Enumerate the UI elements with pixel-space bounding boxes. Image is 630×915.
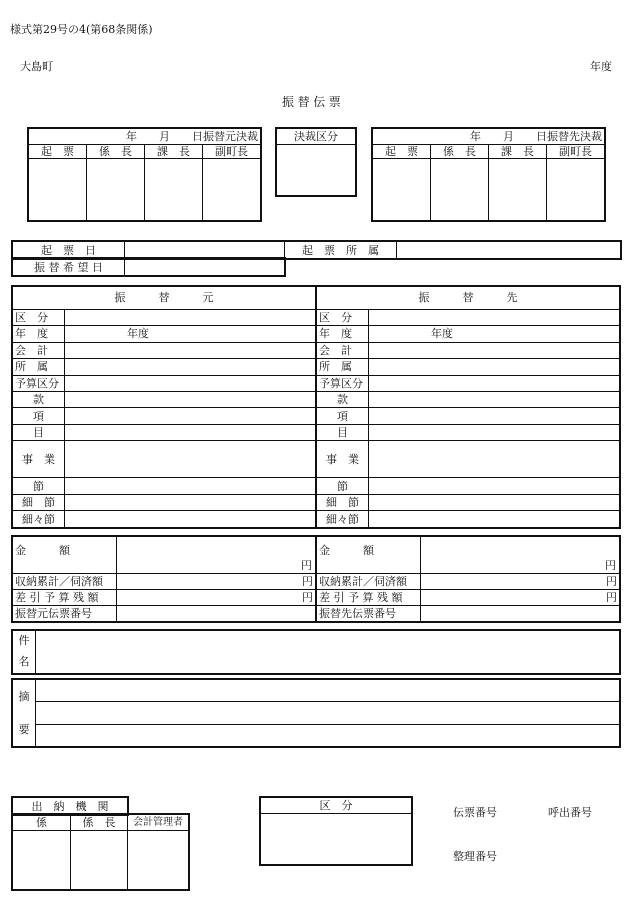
form-title: 様式第29号の4(第68条関係): [10, 23, 153, 36]
row-label: 節: [13, 478, 65, 494]
dest-field[interactable]: [369, 511, 620, 528]
ref-no-label: 整理番号: [453, 850, 497, 863]
call-no-label: 呼出番号: [548, 806, 592, 819]
row-label: 目: [13, 424, 65, 440]
source-col-chief: 係 長: [87, 145, 145, 159]
row-label: 予算区分: [13, 375, 65, 391]
issue-row-2: [12, 258, 285, 276]
source-field[interactable]: [65, 342, 316, 358]
cumulative-label: 収納累計／伺済額: [13, 574, 117, 590]
issue-row-1: [12, 241, 621, 259]
cumulative-label: 収納累計／伺済額: [317, 574, 421, 590]
dest-col-chief: 係 長: [431, 145, 489, 159]
town-name: 大島町: [20, 60, 53, 73]
dest-title: 振 替 先: [317, 287, 620, 310]
row-label: 区 分: [13, 309, 65, 325]
dest-approval-date: 年 月 日振替先決裁: [373, 129, 605, 145]
dest-field[interactable]: [369, 309, 620, 325]
dest-col-deputy-mayor: 副町長: [547, 145, 605, 159]
row-label: 年 度: [317, 326, 369, 342]
treasury-box: [12, 814, 189, 890]
voucher-title: 振替伝票: [282, 95, 345, 109]
source-field[interactable]: [65, 478, 316, 494]
dest-field[interactable]: [369, 424, 620, 440]
treasury-col-accountant: 会計管理者: [128, 815, 189, 831]
dest-year-value[interactable]: 年度: [369, 326, 620, 342]
row-label: 所 属: [317, 359, 369, 375]
stamp-cell[interactable]: [547, 159, 605, 221]
row-label: 事 業: [13, 441, 65, 478]
dest-amount-field[interactable]: [421, 537, 620, 574]
decision-box: [276, 128, 356, 196]
dest-field[interactable]: [369, 408, 620, 424]
dest-field[interactable]: [369, 392, 620, 408]
row-label: 事 業: [317, 441, 369, 478]
treasury-col-staff: 係: [13, 815, 71, 831]
stamp-cell[interactable]: [87, 159, 145, 221]
source-amounts: [12, 536, 316, 622]
desired-date-label: 振 替 希 望 日: [13, 259, 125, 276]
treasury-col-chief: 係 長: [71, 815, 128, 831]
source-year-value[interactable]: 年度: [65, 326, 316, 342]
source-no-label: 振替元伝票番号: [13, 606, 117, 622]
row-label: 款: [317, 392, 369, 408]
dest-field[interactable]: [369, 342, 620, 358]
dest-balance-field[interactable]: 円: [421, 590, 620, 606]
stamp-cell[interactable]: [128, 831, 189, 890]
summary-line[interactable]: [36, 724, 620, 746]
source-cumulative-field[interactable]: 円: [117, 574, 316, 590]
row-label: 会 計: [13, 342, 65, 358]
dest-field[interactable]: [369, 478, 620, 494]
stamp-cell[interactable]: [71, 831, 128, 890]
row-label: 細々節: [317, 511, 369, 528]
dest-no-field[interactable]: [421, 606, 620, 622]
source-balance-field[interactable]: 円: [117, 590, 316, 606]
row-label: 会 計: [317, 342, 369, 358]
source-field[interactable]: [65, 408, 316, 424]
fiscal-year-label: 年度: [590, 60, 612, 73]
subject-box: [12, 630, 620, 674]
source-field[interactable]: [65, 359, 316, 375]
summary-box: [12, 679, 620, 747]
row-label: 項: [317, 408, 369, 424]
source-amount-field[interactable]: [117, 537, 316, 574]
source-title: 振 替 元: [13, 287, 316, 310]
amount-label: 金 額: [317, 537, 421, 574]
row-label: 款: [13, 392, 65, 408]
draft-dept-label: 起 票 所 属: [285, 242, 397, 259]
decision-title: 決裁区分: [277, 129, 356, 145]
balance-label: 差 引 予 算 残 額: [13, 590, 117, 606]
treasury-title-box: [12, 797, 128, 815]
subject-label: 件 名: [13, 631, 36, 674]
row-label: 所 属: [13, 359, 65, 375]
source-no-field[interactable]: [117, 606, 316, 622]
amount-label: 金 額: [13, 537, 117, 574]
balance-label: 差 引 予 算 残 額: [317, 590, 421, 606]
dest-col-section-head: 課 長: [489, 145, 547, 159]
source-col-drafter: 起 票: [29, 145, 87, 159]
source-field[interactable]: [65, 494, 316, 510]
row-label: 予算区分: [317, 375, 369, 391]
row-label: 項: [13, 408, 65, 424]
voucher-no-label: 伝票番号: [453, 806, 497, 819]
row-label: 節: [317, 478, 369, 494]
source-approval-date: 年 月 日振替元決裁: [29, 129, 261, 145]
row-label: 目: [317, 424, 369, 440]
source-field[interactable]: [65, 441, 316, 478]
dest-amounts: [316, 536, 620, 622]
stamp-cell[interactable]: [29, 159, 87, 221]
dest-no-label: 振替先伝票番号: [317, 606, 421, 622]
source-field[interactable]: [65, 424, 316, 440]
category-field[interactable]: [261, 814, 412, 865]
source-field[interactable]: [65, 375, 316, 391]
source-col-deputy-mayor: 副町長: [203, 145, 261, 159]
summary-label: 摘 要: [13, 680, 36, 747]
dest-table: [316, 286, 620, 528]
dest-approval-box: [372, 128, 605, 221]
dest-cumulative-field[interactable]: 円: [421, 574, 620, 590]
stamp-cell[interactable]: [431, 159, 489, 221]
row-label: 区 分: [317, 309, 369, 325]
stamp-cell[interactable]: [13, 831, 71, 890]
stamp-cell[interactable]: [373, 159, 431, 221]
decision-cell[interactable]: [277, 145, 356, 196]
dest-field[interactable]: [369, 494, 620, 510]
row-label: 細 節: [13, 494, 65, 510]
stamp-cell[interactable]: [145, 159, 203, 221]
desired-date-field[interactable]: [125, 259, 285, 276]
dest-field[interactable]: [369, 441, 620, 478]
stamp-cell[interactable]: [489, 159, 547, 221]
source-field[interactable]: [65, 511, 316, 528]
draft-dept-field[interactable]: [397, 242, 621, 259]
yen-unit: 円: [301, 559, 312, 572]
dest-field[interactable]: [369, 359, 620, 375]
summary-line[interactable]: [36, 680, 620, 702]
draft-date-field[interactable]: [125, 242, 285, 259]
draft-date-label: 起 票 日: [13, 242, 125, 259]
source-approval-box: [28, 128, 261, 221]
row-label: 細々節: [13, 511, 65, 528]
yen-unit: 円: [605, 559, 616, 572]
category-box: [260, 797, 412, 865]
subject-field[interactable]: [36, 631, 620, 674]
stamp-cell[interactable]: [203, 159, 261, 221]
row-label: 細 節: [317, 494, 369, 510]
dest-field[interactable]: [369, 375, 620, 391]
source-col-section-head: 課 長: [145, 145, 203, 159]
row-label: 年 度: [13, 326, 65, 342]
treasury-title: 出 納 機 関: [13, 798, 128, 815]
source-field[interactable]: [65, 392, 316, 408]
category-title: 区 分: [261, 798, 412, 814]
summary-line[interactable]: [36, 702, 620, 724]
dest-col-drafter: 起 票: [373, 145, 431, 159]
source-field[interactable]: [65, 309, 316, 325]
source-table: [12, 286, 316, 528]
